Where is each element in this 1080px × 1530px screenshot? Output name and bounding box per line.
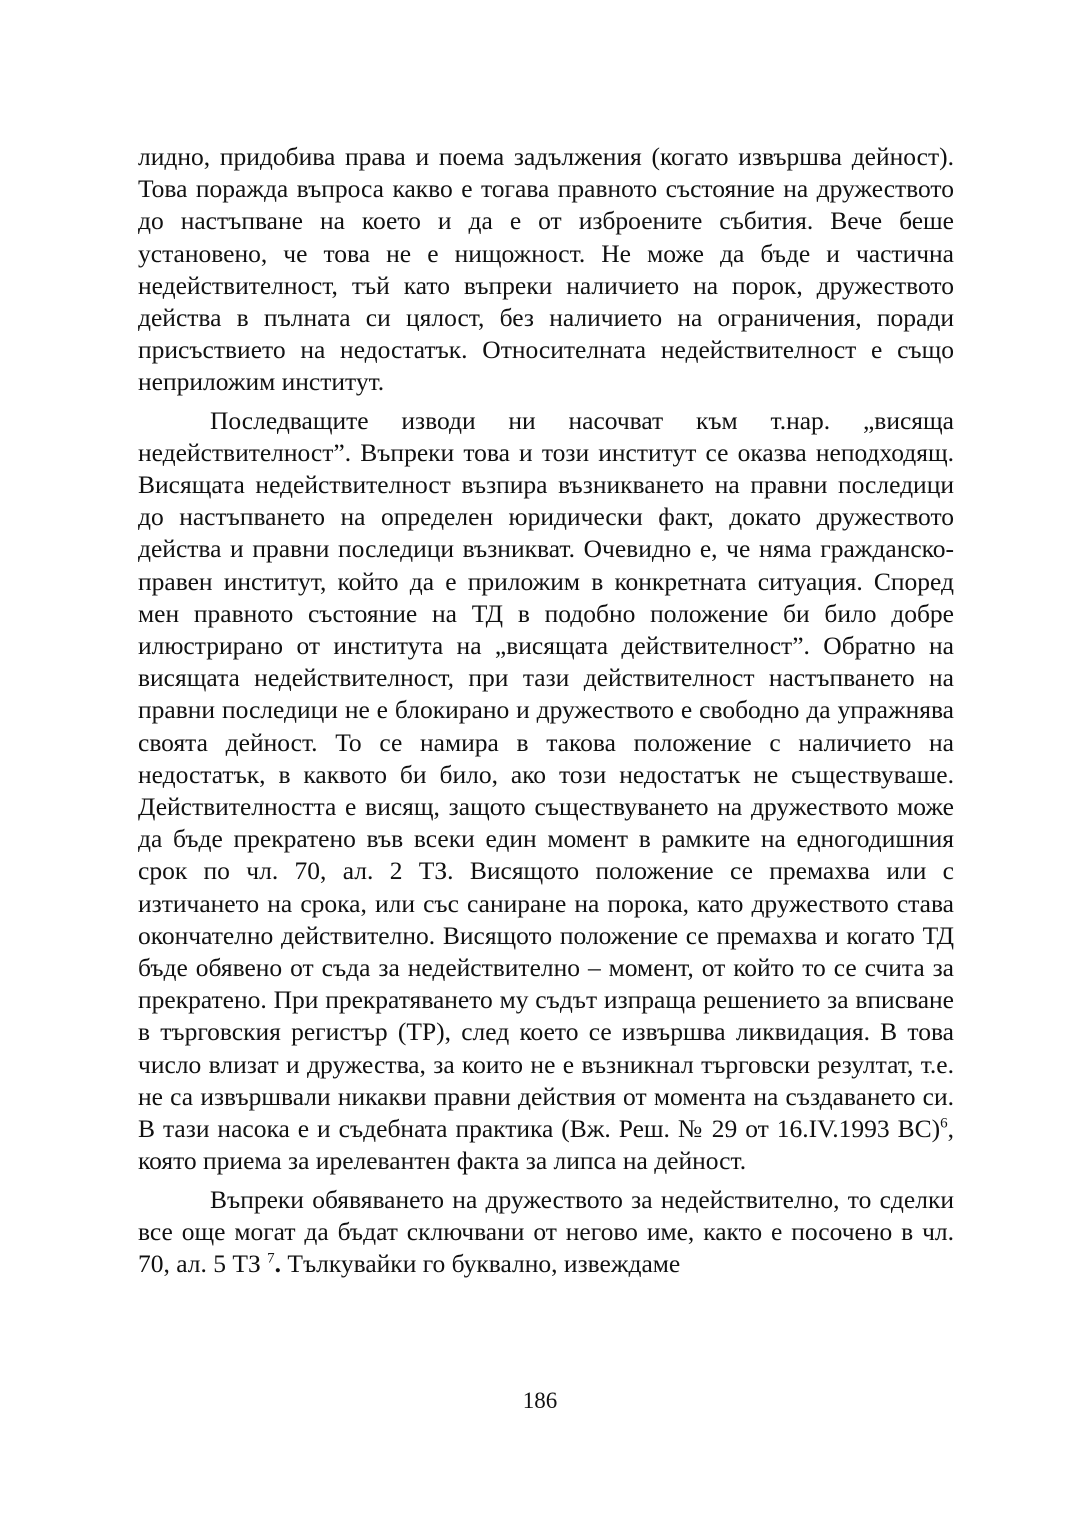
footnote-ref-7: 7: [267, 1250, 275, 1267]
bold-period: .: [274, 1248, 281, 1278]
body-text: [138, 141, 954, 1280]
paragraph-1: [138, 141, 954, 399]
paragraph-3: [138, 1184, 954, 1281]
footnote-ref-6: 6: [940, 1115, 948, 1132]
paragraph-1-text: лидно, придобива права и поема задължения (когато извършва дейност). Това поражда въпроса какво е тогава правното състояние на дружеството до настъпване на което и да е от изброените събития. Вече беше установено, че това не е нищожност. Не може да бъде и частична недействителност, тъй като въпреки наличието на порок, дружеството действа в пълната си цялост, без наличието на ограничения, поради присъствието на недостатък. Относителната недействителност е също неприложим институт.: [138, 142, 954, 397]
page-number: 186: [522, 1388, 558, 1413]
paragraph-2-text-a: Последващите изводи ни насочват към т.нар. „висяща недействителност”. Въпреки това и този институт се оказва неподходящ. Висящата недействителност възпира възникването на правни последици до настъпването на определен юридически факт, докато дружеството действа и правни последици възникват. Очевидно е, че няма гражданско-правен институт, който да е приложим в конкретната ситуация. Според мен правното състояние на ТД в подобно положение би било добре илюстрирано от института на „висящата действителност”. Обратно на висящата недействителност, при тази действителност настъпването на правни последици не е блокирано и дружеството е свободно да упражнява своята дейност. То се намира в такова положение с наличието на недостатък, в каквото би било, ако този недостатък не съществуваше. Действителността е висящ, защото съществуването на дружеството може да бъде прекратено във всеки един момент в рамките на едногодишния срок по чл. 70, ал. 2 ТЗ. Висящото положение се премахва или с изтичането на срока, или със саниране на порока, като дружеството става окончателно действително. Висящото положение се премахва и когато ТД бъде обявено от съда за недействително – момент, от който то се счита за прекратено. При прекратяването му съдът изпраща решението за вписване в търговския регистър (ТР), след което се извършва ликвидация. В това число влизат и дружества, за които не е възникнал търговски резултат, т.е. не са извършвали никакви правни действия от момента на създаването си. В тази насока е и съдебната практика (Вж. Реш. № 29 от 16.IV.1993 ВС): [138, 405, 954, 1144]
paragraph-3-text-a: Въпреки обявяването на дружеството за недействително, то сделки все още могат да бъдат сключвани от негово име, както е посочено в чл. 70, ал. 5 ТЗ: [138, 1184, 954, 1278]
paragraph-3-text-b: Тълкувайки го буквално, извеждаме: [281, 1248, 681, 1278]
paragraph-2: [138, 405, 954, 1178]
paragraph-2-text-b: , която приема за ирелевантен факта за липса на дейност.: [138, 1114, 954, 1176]
